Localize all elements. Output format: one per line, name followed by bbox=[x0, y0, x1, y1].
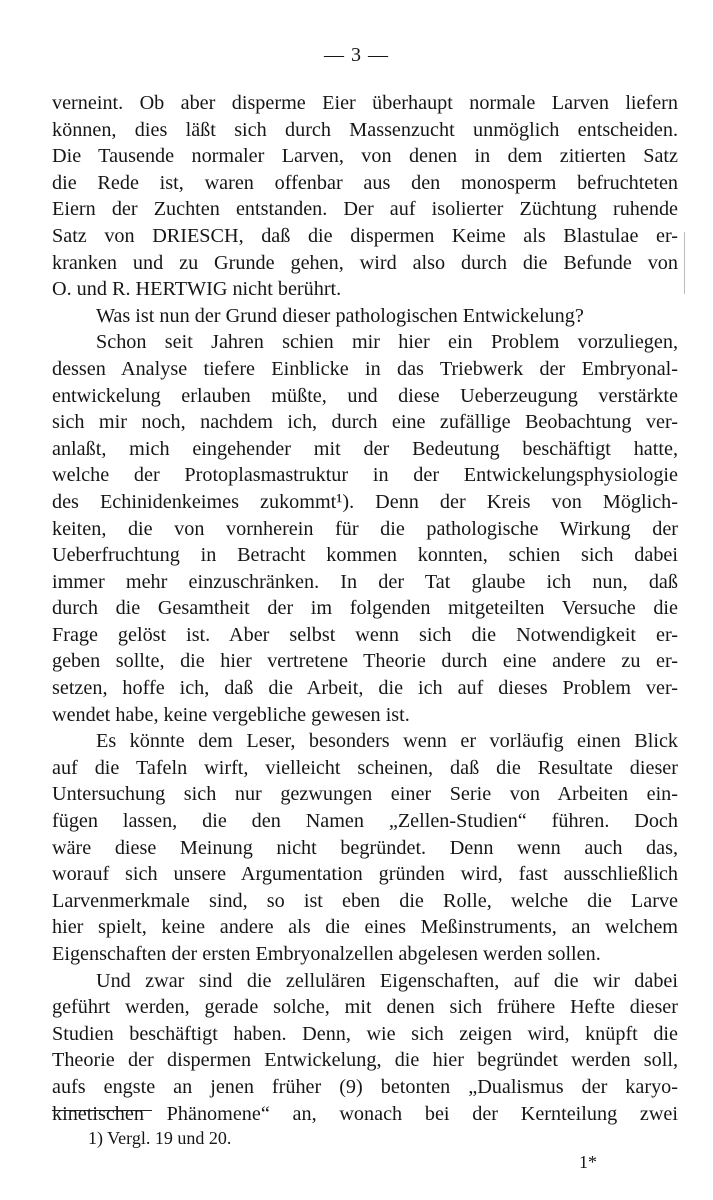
text-line: aufs engste an jenen früher (9) betonten „Dualismus der karyo- bbox=[52, 1075, 678, 1098]
text-line: Es könnte dem Leser, besonders wenn er vorläufig einen Blick bbox=[96, 730, 678, 753]
text-line: Was ist nun der Grund dieser pathologischen Entwickelung? bbox=[96, 304, 584, 327]
text-line: verneint. Ob aber disperme Eier überhaupt normale Larven liefern bbox=[52, 92, 678, 114]
text-line: hier spielt, keine andere als die eines Meßinstruments, an welchem bbox=[52, 916, 678, 939]
text-line: wäre diese Meinung nicht begründet. Denn wenn auch das, bbox=[52, 836, 678, 859]
text-line: dessen Analyse tiefere Einblicke in das Triebwerk der Embryonal- bbox=[52, 357, 678, 380]
text-line: fügen lassen, die den Namen „Zellen-Studien“ führen. Doch bbox=[52, 810, 678, 833]
text-line: entwickelung erlauben müßte, und diese Ueberzeugung verstärkte bbox=[52, 384, 678, 407]
signature-mark: 1* bbox=[579, 1152, 597, 1172]
text-line: können, dies läßt sich durch Massenzucht unmöglich entscheiden. bbox=[52, 118, 678, 141]
text-line: auf die Tafeln wirft, vielleicht scheinen, daß die Resultate dieser bbox=[52, 756, 678, 779]
text-line: sich mir noch, nachdem ich, durch eine zufällige Beobachtung ver- bbox=[52, 411, 678, 434]
text-line: wendet habe, keine vergebliche gewesen ist. bbox=[52, 703, 410, 726]
text-line: keiten, die von vornherein für die pathologische Wirkung der bbox=[52, 517, 678, 540]
text-line: Die Tausende normaler Larven, von denen in dem zitierten Satz bbox=[52, 145, 678, 168]
text-line: Ueberfruchtung in Betracht kommen konnten, schien sich dabei bbox=[52, 544, 678, 567]
text-line: setzen, hoffe ich, daß die Arbeit, die ich auf dieses Problem ver- bbox=[52, 677, 678, 700]
text-line: Untersuchung sich nur gezwungen einer Serie von Arbeiten ein- bbox=[52, 783, 678, 806]
text-line: die Rede ist, waren offenbar aus den monosperm befruchteten bbox=[52, 171, 678, 194]
text-line: anlaßt, mich eingehender mit der Bedeutung beschäftigt hatte, bbox=[52, 437, 678, 460]
text-line: Larvenmerkmale sind, so ist eben die Rolle, welche die Larve bbox=[52, 889, 678, 912]
body-text bbox=[52, 90, 678, 1127]
text-line: durch die Gesamtheit der im folgenden mitgeteilten Versuche die bbox=[52, 597, 678, 620]
text-line: Frage gelöst ist. Aber selbst wenn sich die Notwendigkeit er- bbox=[52, 623, 678, 646]
margin-mark bbox=[684, 232, 685, 294]
text-line: kinetischen Phänomene“ an, wonach bei der Kernteilung zwei bbox=[52, 1102, 678, 1125]
text-line: geben sollte, die hier vertretene Theorie durch eine andere zu er- bbox=[52, 650, 678, 673]
text-line: Schon seit Jahren schien mir hier ein Problem vorzuliegen, bbox=[96, 331, 678, 354]
text-line: Eiern der Zuchten entstanden. Der auf isolierter Züchtung ruhende bbox=[52, 198, 678, 221]
text-line: des Echinidenkeimes zukommt¹). Denn der Kreis von Möglich- bbox=[52, 490, 678, 513]
text-line: geführt werden, gerade solche, mit denen sich frühere Hefte dieser bbox=[52, 996, 678, 1019]
footnote: 1) Vergl. 19 und 20. bbox=[88, 1128, 232, 1148]
page-number: — 3 — bbox=[324, 44, 389, 66]
text-line: Und zwar sind die zellulären Eigenschaften, auf die wir dabei bbox=[96, 969, 678, 992]
text-line: immer mehr einzuschränken. In der Tat glaube ich nun, daß bbox=[52, 570, 678, 593]
text-line: kranken und zu Grunde gehen, wird also durch die Befunde von bbox=[52, 251, 678, 274]
text-line: Satz von DRIESCH, daß die dispermen Keime als Blastulae er- bbox=[52, 224, 678, 247]
footnote-rule bbox=[52, 1110, 152, 1111]
text-line: Studien beschäftigt haben. Denn, wie sich zeigen wird, knüpft die bbox=[52, 1022, 678, 1045]
text-line: O. und R. HERTWIG nicht berührt. bbox=[52, 278, 342, 301]
text-line: Eigenschaften der ersten Embryonalzellen abgelesen werden sollen. bbox=[52, 943, 601, 965]
text-line: welche der Protoplasmastruktur in der Entwickelungsphysiologie bbox=[52, 464, 678, 487]
text-line: worauf sich unsere Argumentation gründen wird, fast ausschließlich bbox=[52, 863, 678, 886]
text-line: Theorie der dispermen Entwickelung, die hier begründet werden soll, bbox=[52, 1049, 678, 1072]
